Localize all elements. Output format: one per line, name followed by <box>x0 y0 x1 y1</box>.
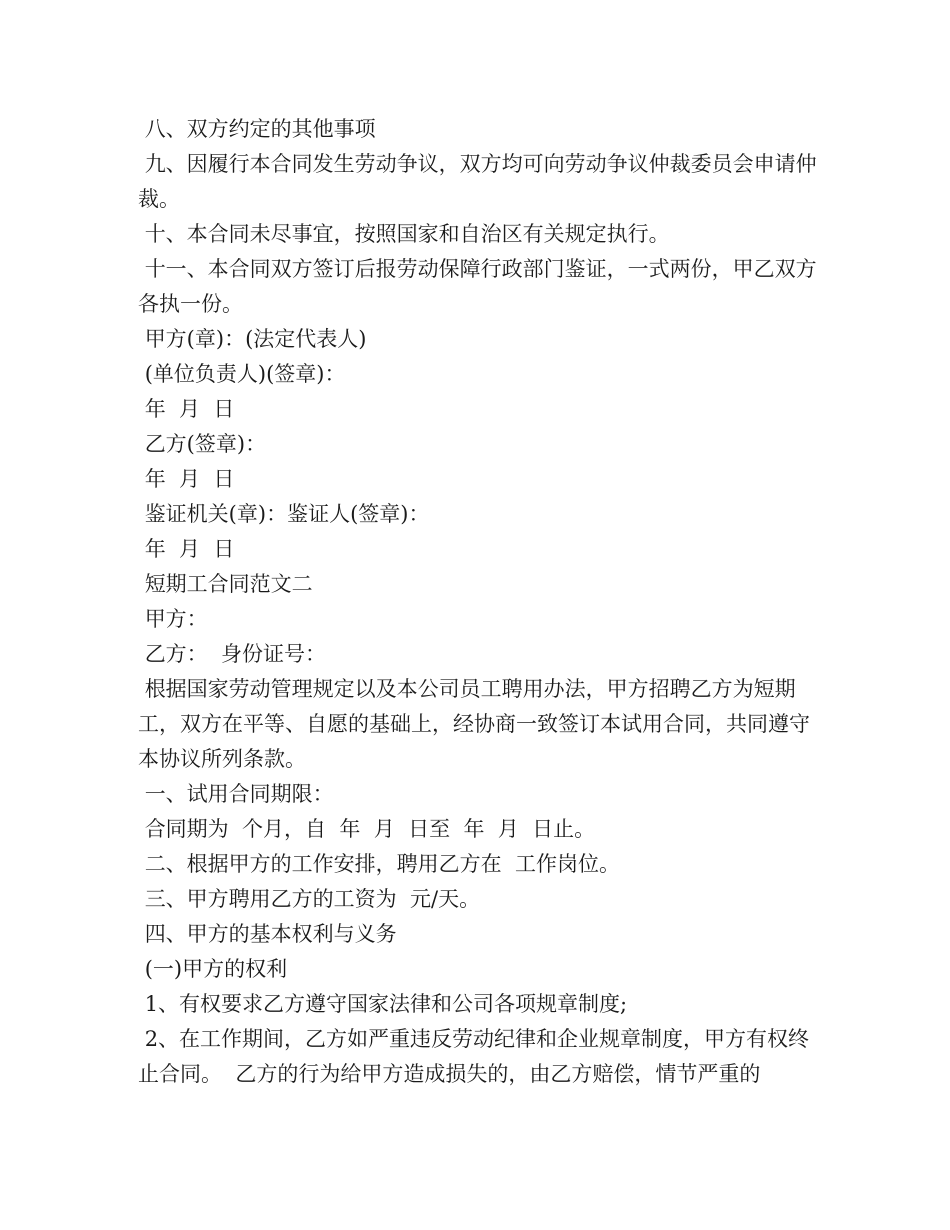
right-item-1: 1、有权要求乙方遵守国家法律和公司各项规章制度; <box>138 992 628 1016</box>
date-line-1: 年 月 日 <box>138 397 235 421</box>
date-line-2: 年 月 日 <box>138 467 235 491</box>
document-page <box>138 112 818 1092</box>
sub-heading-rights: (一)甲方的权利 <box>138 957 288 981</box>
signature-party-b: 乙方(签章)： <box>138 432 267 456</box>
signature-authentication: 鉴证机关(章)：鉴证人(签章)： <box>138 502 430 526</box>
paragraph-clause-11: 十一、本合同双方签订后报劳动保障行政部门鉴证，一式两份，甲乙双方各执一份。 <box>138 257 817 316</box>
preamble-paragraph: 根据国家劳动管理规定以及本公司员工聘用办法，甲方招聘乙方为短期工，双方在平等、自愿的基础上，经协商一致签订本试用合同，共同遵守本协议所列条款。 <box>138 677 810 771</box>
paragraph-clause-8: 八、双方约定的其他事项 <box>138 117 376 141</box>
clause-3: 三、甲方聘用乙方的工资为 元/天。 <box>138 887 481 911</box>
party-b-line: 乙方： 身份证号： <box>138 642 327 666</box>
clause-4-heading: 四、甲方的基本权利与义务 <box>138 922 397 946</box>
clause-1-heading: 一、试用合同期限： <box>138 782 334 806</box>
signature-party-a: 甲方(章)：(法定代表人) <box>138 327 367 351</box>
date-line-3: 年 月 日 <box>138 537 235 561</box>
paragraph-clause-10: 十、本合同未尽事宜，按照国家和自治区有关规定执行。 <box>138 222 670 246</box>
section-title: 短期工合同范文二 <box>138 572 313 596</box>
signature-unit-head: (单位负责人)(签章)： <box>138 362 346 386</box>
contract-term-line: 合同期为 个月，自 年 月 日至 年 月 日止。 <box>138 817 596 841</box>
clause-2: 二、根据甲方的工作安排，聘用乙方在 工作岗位。 <box>138 852 621 876</box>
party-a-line: 甲方： <box>138 607 208 631</box>
paragraph-clause-9: 九、因履行本合同发生劳动争议，双方均可向劳动争议仲裁委员会申请仲裁。 <box>138 152 817 211</box>
right-item-2: 2、在工作期间，乙方如严重违反劳动纪律和企业规章制度，甲方有权终止合同。 乙方的行为给甲方造成损失的，由乙方赔偿，情节严重的 <box>138 1027 810 1086</box>
